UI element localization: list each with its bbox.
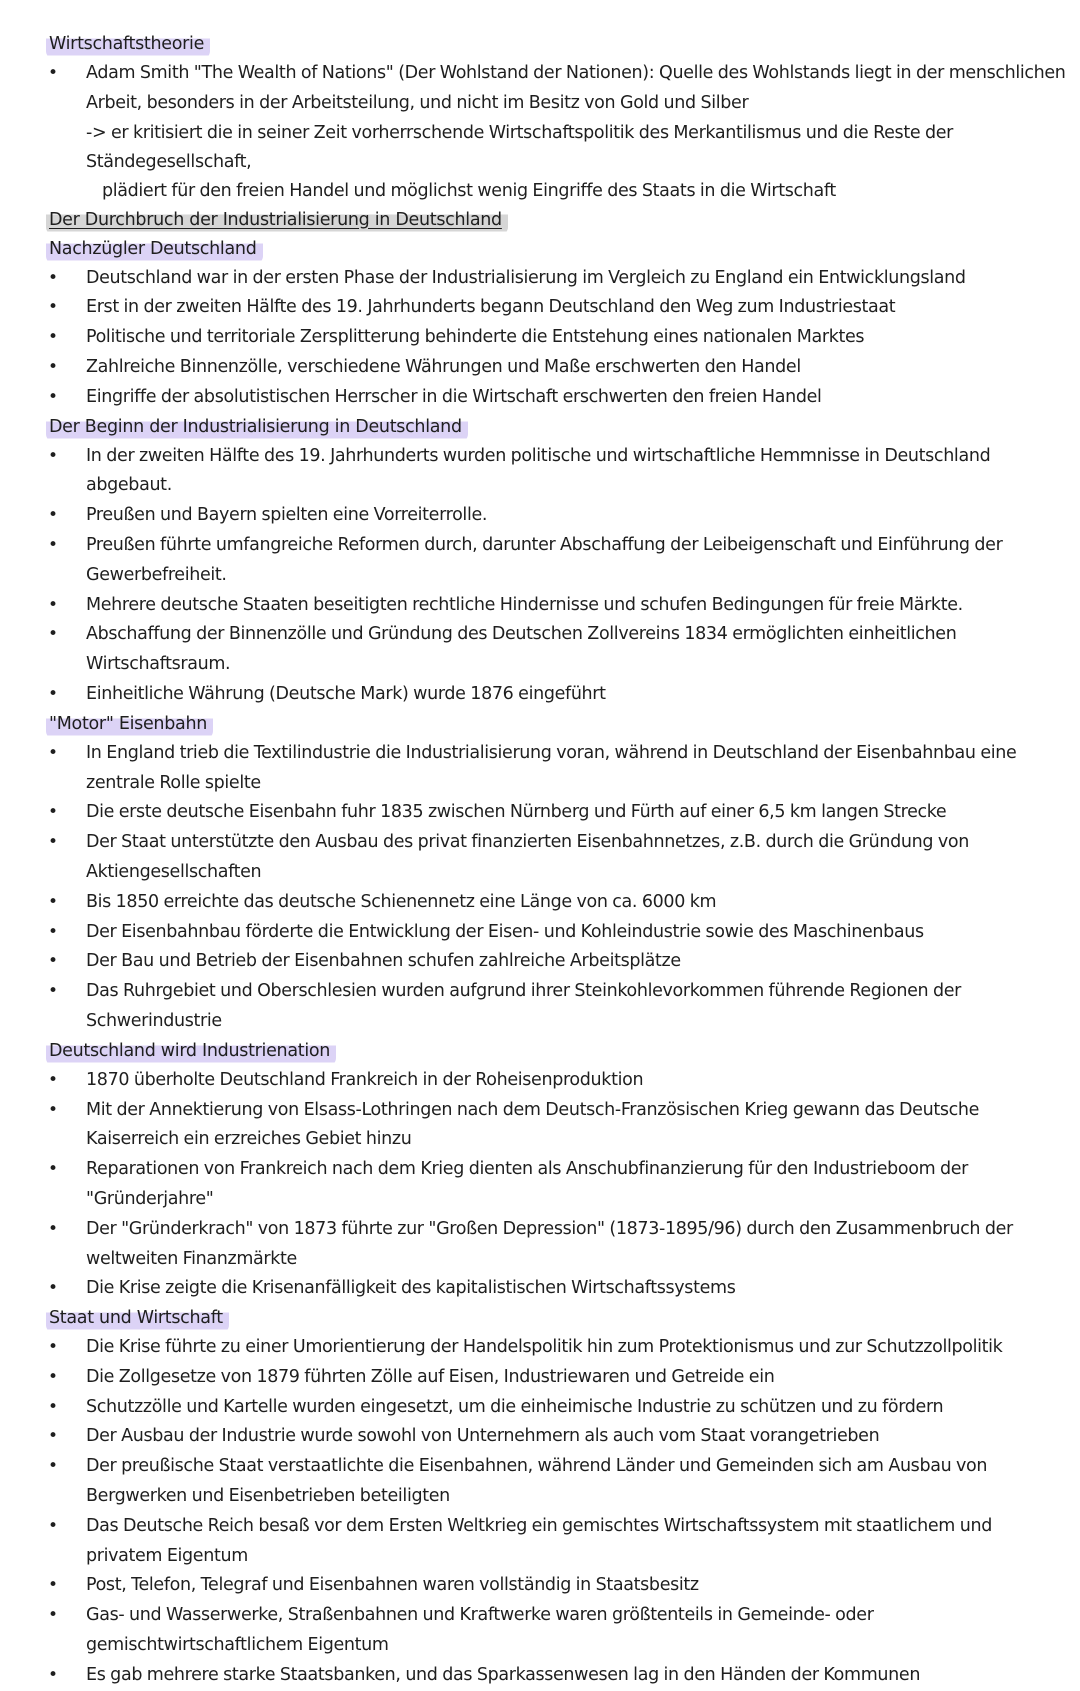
section-heading: Nachzügler Deutschland <box>46 235 263 264</box>
section-heading: Staat und Wirtschaft <box>46 1304 229 1333</box>
bullet-icon: • <box>48 742 58 763</box>
list-item: • Eingriffe der absolutistischen Herrscher in die Wirtschaft erschwerten den freien Handel <box>46 383 1066 413</box>
bullet-list <box>46 442 1066 710</box>
list-item: • In der zweiten Hälfte des 19. Jahrhunderts wurden politische und wirtschaftliche Hemmnisse in Deutschland abgebaut. <box>46 442 1066 502</box>
sub-note-line-2: plädiert für den freien Handel und möglichst wenig Eingriffe des Staats in die Wirtschaft <box>102 180 836 201</box>
bullet-icon: • <box>48 505 58 526</box>
section-heading: Wirtschaftstheorie <box>46 30 210 59</box>
list-item: • Mehrere deutsche Staaten beseitigten rechtliche Hindernisse und schufen Bedingungen für freie Märkte. <box>46 591 1066 621</box>
bullet-icon: • <box>48 891 58 912</box>
bullet-list <box>46 1066 1066 1304</box>
bullet-icon: • <box>48 1515 58 1536</box>
list-item: • Die erste deutsche Eisenbahn fuhr 1835 zwischen Nürnberg und Fürth auf einer 6,5 km langen Strecke <box>46 798 1066 828</box>
bullet-icon: • <box>48 1218 58 1239</box>
bullet-icon: • <box>48 63 58 83</box>
section-nachzuegler <box>46 235 1066 264</box>
bullet-icon: • <box>48 594 58 615</box>
list-item: • Gas- und Wasserwerke, Straßenbahnen und Kraftwerke waren größtenteils in Gemeinde- oder gemischtwirtschaftlichem Eigentum <box>46 1601 1066 1661</box>
bullet-icon: • <box>48 1278 58 1299</box>
section-wirtschaftstheorie <box>46 30 1066 59</box>
list-item: • Deutschland war in der ersten Phase der Industrialisierung im Vergleich zu England ein Entwicklungsland <box>46 264 1066 294</box>
bullet-icon: • <box>48 951 58 972</box>
list-item: • 1870 überholte Deutschland Frankreich in der Roheisenproduktion <box>46 1066 1066 1096</box>
bullet-icon: • <box>48 1366 58 1387</box>
section-industrienation <box>46 1037 1066 1066</box>
list-item: • Die Krise zeigte die Krisenanfälligkeit des kapitalistischen Wirtschaftssystems <box>46 1274 1066 1304</box>
bullet-list <box>46 264 1066 413</box>
list-item: • Preußen führte umfangreiche Reformen durch, darunter Abschaffung der Leibeigenschaft und Einführung der Gewerbefreiheit. <box>46 531 1066 591</box>
bullet-icon: • <box>48 1456 58 1477</box>
bullet-list <box>46 739 1066 1037</box>
section-staat-wirtschaft <box>46 1304 1066 1333</box>
list-item: • Es gab mehrere starke Staatsbanken, und das Sparkassenwesen lag in den Händen der Kommunen <box>46 1661 1066 1691</box>
list-item: • Das Ruhrgebiet und Oberschlesien wurden aufgrund ihrer Steinkohlevorkommen führende Regionen der Schwerindustrie <box>46 977 1066 1037</box>
list-item: • Das Deutsche Reich besaß vor dem Ersten Weltkrieg ein gemischtes Wirtschaftssystem mit staatlichem und privatem Eigentum <box>46 1512 1066 1572</box>
bullet-icon: • <box>48 267 58 288</box>
list-item: • Die Zollgesetze von 1879 führten Zölle auf Eisen, Industriewaren und Getreide ein <box>46 1363 1066 1393</box>
bullet-icon: • <box>48 1426 58 1447</box>
list-item: • Adam Smith "The Wealth of Nations" (Der Wohlstand der Nationen): Quelle des Wohlstands liegt in der menschlichen Arbeit, besonders in der Arbeitsteilung, und nicht im Besitz von Gold und Silber <box>46 59 1066 119</box>
bullet-icon: • <box>48 1575 58 1596</box>
notes-page <box>46 30 1066 1691</box>
bullet-icon: • <box>48 921 58 942</box>
list-item: • Der Staat unterstützte den Ausbau des privat finanzierten Eisenbahnnetzes, z.B. durch die Gründung von Aktiengesellschaften <box>46 828 1066 888</box>
bullet-icon: • <box>48 624 58 645</box>
section-heading: Deutschland wird Industrienation <box>46 1037 336 1066</box>
section-beginn <box>46 413 1066 442</box>
bullet-icon: • <box>48 1664 58 1685</box>
list-item: • Post, Telefon, Telegraf und Eisenbahnen waren vollständig in Staatsbesitz <box>46 1571 1066 1601</box>
bullet-icon: • <box>48 386 58 407</box>
bullet-icon: • <box>48 981 58 1002</box>
list-item: • Der "Gründerkrach" von 1873 führte zur "Großen Depression" (1873-1895/96) durch den Zusammenbruch der weltweiten Finanzmärkte <box>46 1215 1066 1275</box>
list-item: • Preußen und Bayern spielten eine Vorreiterrolle. <box>46 501 1066 531</box>
sub-note <box>46 119 1066 206</box>
list-item: • Der Eisenbahnbau förderte die Entwicklung der Eisen- und Kohleindustrie sowie des Maschinenbaus <box>46 918 1066 948</box>
bullet-icon: • <box>48 445 58 466</box>
chapter-title: Der Durchbruch der Industrialisierung in Deutschland <box>46 206 508 235</box>
list-item: • Schutzzölle und Kartelle wurden eingesetzt, um die einheimische Industrie zu schützen und zu fördern <box>46 1393 1066 1423</box>
section-eisenbahn <box>46 710 1066 739</box>
list-item: • Bis 1850 erreichte das deutsche Schienennetz eine Länge von ca. 6000 km <box>46 888 1066 918</box>
list-item: • In England trieb die Textilindustrie die Industrialisierung voran, während in Deutschland der Eisenbahnbau eine zentrale Rolle spielte <box>46 739 1066 799</box>
list-item: • Der preußische Staat verstaatlichte die Eisenbahnen, während Länder und Gemeinden sich am Ausbau von Bergwerken und Eisenbetrieben beteiligten <box>46 1452 1066 1512</box>
sub-note-line-1: -> er kritisiert die in seiner Zeit vorherrschende Wirtschaftspolitik des Merkantilismus und die Reste der Ständegesellschaft, <box>86 122 953 172</box>
list-item: • Politische und territoriale Zersplitterung behinderte die Entstehung eines nationalen Marktes <box>46 323 1066 353</box>
bullet-icon: • <box>48 1605 58 1626</box>
list-item: • Der Ausbau der Industrie wurde sowohl von Unternehmern als auch vom Staat vorangetrieben <box>46 1422 1066 1452</box>
section-durchbruch <box>46 206 1066 235</box>
bullet-icon: • <box>48 832 58 853</box>
bullet-list <box>46 59 1066 119</box>
bullet-icon: • <box>48 1159 58 1180</box>
bullet-icon: • <box>48 683 58 704</box>
bullet-icon: • <box>48 1069 58 1090</box>
list-item: • Einheitliche Währung (Deutsche Mark) wurde 1876 eingeführt <box>46 680 1066 710</box>
bullet-icon: • <box>48 1099 58 1120</box>
bullet-icon: • <box>48 356 58 377</box>
list-item: • Reparationen von Frankreich nach dem Krieg dienten als Anschubfinanzierung für den Industrieboom der "Gründerjahre" <box>46 1155 1066 1215</box>
bullet-icon: • <box>48 534 58 555</box>
bullet-icon: • <box>48 802 58 823</box>
bullet-icon: • <box>48 327 58 348</box>
list-item: • Mit der Annektierung von Elsass-Lothringen nach dem Deutsch-Französischen Krieg gewann das Deutsche Kaiserreich ein erzreiches Gebiet hinzu <box>46 1096 1066 1156</box>
list-item: • Erst in der zweiten Hälfte des 19. Jahrhunderts begann Deutschland den Weg zum Industriestaat <box>46 293 1066 323</box>
bullet-icon: • <box>48 1337 58 1358</box>
list-item: • Zahlreiche Binnenzölle, verschiedene Währungen und Maße erschwerten den Handel <box>46 353 1066 383</box>
section-heading: Der Beginn der Industrialisierung in Deutschland <box>46 413 468 442</box>
list-item: • Der Bau und Betrieb der Eisenbahnen schufen zahlreiche Arbeitsplätze <box>46 947 1066 977</box>
bullet-list <box>46 1333 1066 1691</box>
section-heading: "Motor" Eisenbahn <box>46 710 213 739</box>
bullet-icon: • <box>48 1396 58 1417</box>
list-item: • Die Krise führte zu einer Umorientierung der Handelspolitik hin zum Protektionismus und zur Schutzzollpolitik <box>46 1333 1066 1363</box>
bullet-icon: • <box>48 297 58 318</box>
list-item: • Abschaffung der Binnenzölle und Gründung des Deutschen Zollvereins 1834 ermöglichten einheitlichen Wirtschaftsraum. <box>46 620 1066 680</box>
